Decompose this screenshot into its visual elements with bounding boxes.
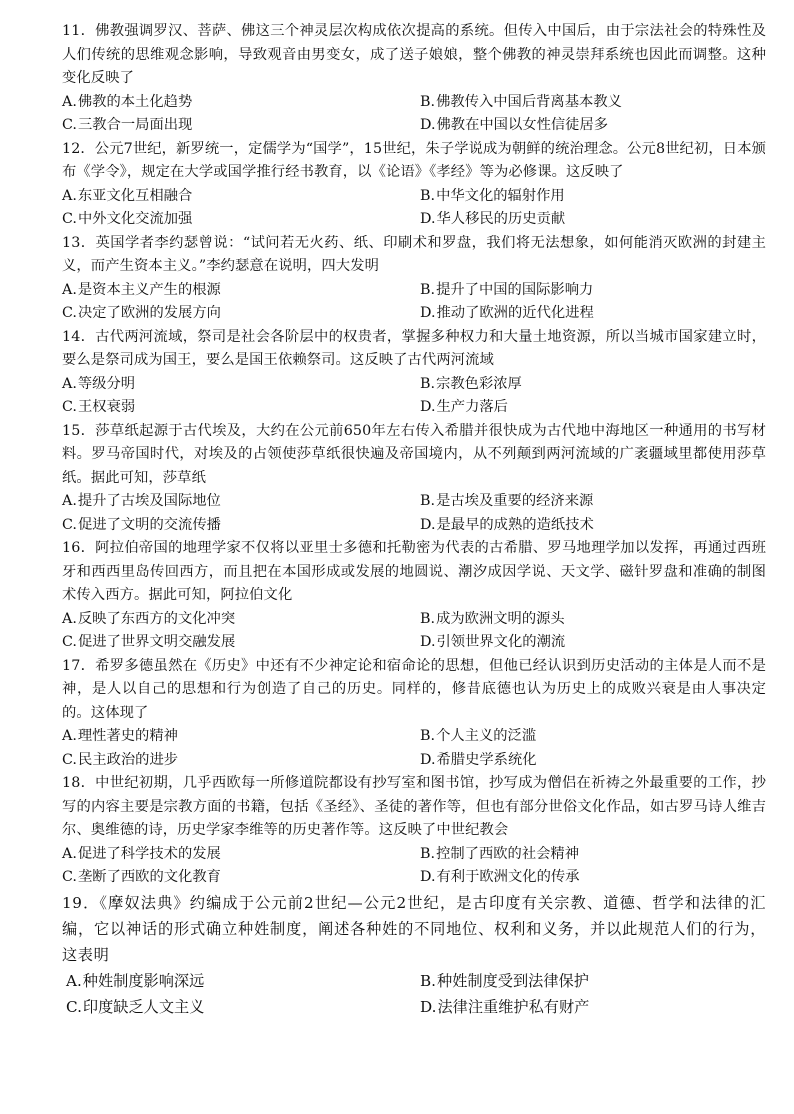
option-letter: B.	[420, 728, 436, 744]
question-block	[62, 655, 766, 773]
option-text: 反映了东西方的文化冲突	[77, 610, 236, 627]
answer-option[interactable]	[420, 843, 766, 867]
answer-option[interactable]	[62, 279, 420, 303]
option-list	[62, 968, 766, 1020]
option-letter: D.	[420, 516, 436, 533]
option-text: 垄断了西欧的文化教育	[77, 869, 221, 885]
answer-option[interactable]	[66, 968, 420, 994]
option-list	[62, 185, 766, 232]
answer-option[interactable]	[62, 725, 420, 749]
question-stem: 16．阿拉伯帝国的地理学家不仅将以亚里士多德和托勒密为代表的古希腊、罗马地理学加以发挥，再通过西班牙和西西里岛传回西方，而且把在本国形成或发展的地圆说、潮汐成因学说、天文学、磁针罗盘和准确的制图术传入西方。据此可知，阿拉伯文化	[62, 540, 766, 603]
answer-option[interactable]	[62, 866, 420, 890]
exam-document	[62, 20, 766, 1020]
question-stem: 18．中世纪初期，几乎西欧每一所修道院都设有抄写室和图书馆，抄写成为僧侣在祈祷之外最重要的工作，抄写的内容主要是宗教方面的书籍，包括《圣经》、圣徒的著作等，但也有部分世俗文化作品，如古罗马诗人维吉尔、奥维德的诗，历史学家李维等的历史著作等。这反映了中世纪教会	[62, 775, 766, 838]
option-text: 佛教传入中国后背离基本教义	[436, 93, 622, 110]
option-letter: A.	[62, 281, 77, 298]
option-letter: D.	[420, 634, 436, 650]
option-letter: B.	[420, 187, 436, 204]
option-letter: C.	[62, 751, 77, 768]
option-text: 引领世界文化的潮流	[436, 634, 566, 650]
answer-option[interactable]	[62, 843, 420, 867]
question-block	[62, 772, 766, 890]
question-block	[62, 890, 766, 1020]
option-letter: B.	[420, 971, 436, 990]
option-text: 控制了西欧的社会精神	[436, 845, 580, 862]
option-text: 是资本主义产生的根源	[77, 281, 221, 298]
option-letter: A.	[62, 93, 77, 110]
answer-option[interactable]	[420, 968, 766, 994]
question-block	[62, 420, 766, 538]
answer-option[interactable]	[420, 185, 766, 209]
option-list	[62, 843, 766, 890]
option-list	[62, 279, 766, 326]
option-letter: D.	[420, 997, 437, 1016]
option-letter: C.	[62, 305, 77, 321]
option-letter: B.	[420, 845, 436, 862]
answer-option[interactable]	[62, 208, 420, 232]
option-letter: D.	[420, 211, 436, 227]
option-text: 推动了欧洲的近代化进程	[436, 305, 594, 321]
option-letter: A.	[62, 375, 77, 392]
answer-option[interactable]	[420, 631, 766, 655]
option-text: 中外文化交流加强	[77, 211, 193, 227]
option-letter: A.	[66, 971, 82, 990]
question-block	[62, 138, 766, 232]
option-text: 中华文化的辐射作用	[436, 187, 565, 204]
option-letter: A.	[62, 187, 77, 204]
option-list	[62, 490, 766, 537]
option-text: 种姓制度影响深远	[82, 971, 205, 990]
option-text: 促进了文明的交流传播	[77, 516, 221, 533]
option-text: 个人主义的泛滥	[436, 728, 537, 744]
option-text: 促进了科学技术的发展	[77, 845, 221, 862]
question-block	[62, 326, 766, 420]
answer-option[interactable]	[62, 490, 420, 514]
option-letter: C.	[62, 516, 77, 533]
option-letter: C.	[62, 399, 77, 415]
answer-option[interactable]	[62, 514, 420, 538]
option-text: 是古埃及重要的经济来源	[436, 493, 594, 509]
option-text: 宗教色彩浓厚	[436, 375, 522, 392]
option-text: 民主政治的进步	[77, 751, 179, 768]
option-text: 王权衰弱	[77, 399, 136, 415]
option-text: 决定了欧洲的发展方向	[77, 305, 221, 321]
question-block	[62, 232, 766, 326]
option-letter: D.	[420, 117, 436, 133]
option-text: 成为欧洲文明的源头	[436, 610, 565, 627]
option-letter: C.	[66, 997, 82, 1016]
option-letter: A.	[62, 845, 77, 862]
answer-option[interactable]	[420, 514, 766, 538]
option-text: 佛教在中国以女性信徒居多	[436, 117, 609, 133]
option-letter: A.	[62, 728, 77, 744]
question-stem: 11．佛教强调罗汉、菩萨、佛这三个神灵层次构成依次提高的系统。但传入中国后，由于宗法社会的特殊性及人们传统的思维观念影响，导致观音由男变女，成了送子娘娘，整个佛教的神灵崇拜系统也因此而调整。这种变化反映了	[62, 23, 766, 86]
answer-option[interactable]	[62, 631, 420, 655]
question-block	[62, 20, 766, 138]
option-text: 有利于欧洲文化的传承	[436, 869, 580, 885]
option-text: 生产力落后	[436, 399, 508, 415]
option-letter: B.	[420, 281, 436, 298]
answer-option[interactable]	[62, 608, 420, 632]
question-block	[62, 537, 766, 655]
option-list	[62, 373, 766, 420]
option-text: 希腊史学系统化	[436, 751, 537, 768]
answer-option[interactable]	[420, 396, 766, 420]
option-list	[62, 725, 766, 772]
option-text: 华人移民的历史贡献	[436, 211, 566, 227]
option-text: 三教合一局面出现	[77, 117, 193, 133]
option-letter: D.	[420, 751, 436, 768]
answer-option[interactable]	[62, 185, 420, 209]
answer-option[interactable]	[62, 373, 420, 397]
option-letter: B.	[420, 493, 436, 509]
option-text: 是最早的成熟的造纸技术	[436, 516, 594, 533]
answer-option[interactable]	[420, 279, 766, 303]
option-letter: C.	[62, 117, 77, 133]
option-letter: A.	[62, 610, 77, 627]
option-letter: C.	[62, 869, 77, 885]
answer-option[interactable]	[420, 208, 766, 232]
answer-option[interactable]	[420, 114, 766, 138]
option-letter: D.	[420, 399, 436, 415]
option-list	[62, 91, 766, 138]
option-letter: D.	[420, 305, 436, 321]
question-stem: 15．莎草纸起源于古代埃及，大约在公元前650年左右传入希腊并很快成为古代地中海地区一种通用的书写材料。罗马帝国时代，对埃及的占领使莎草纸很快遍及帝国境内，从不列颠到两河流域的广袤疆域里都使用莎草纸。据此可知，莎草纸	[62, 422, 766, 486]
option-text: 提升了古埃及国际地位	[77, 493, 221, 509]
option-letter: C.	[62, 211, 77, 227]
answer-option[interactable]	[420, 749, 766, 773]
answer-option[interactable]	[62, 749, 420, 773]
option-list	[62, 608, 766, 655]
option-text: 促进了世界文明交融发展	[77, 634, 236, 650]
answer-option[interactable]	[420, 373, 766, 397]
question-stem: 13．英国学者李约瑟曾说：“试问若无火药、纸、印刷术和罗盘，我们将无法想象，如何能消灭欧洲的封建主义，而产生资本主义。”李约瑟意在说明，四大发明	[62, 234, 766, 274]
option-text: 种姓制度受到法律保护	[437, 971, 589, 990]
answer-option[interactable]	[420, 490, 766, 514]
option-letter: C.	[62, 634, 77, 650]
question-stem: 12．公元7世纪，新罗统一，定儒学为“国学”，15世纪，朱子学说成为朝鲜的统治理念。公元8世纪初，日本颁布《学令》，规定在大学或国学推行经书教育，以《论语》《孝经》等为必修课。这反映了	[62, 140, 766, 180]
answer-option[interactable]	[66, 994, 420, 1020]
answer-option[interactable]	[62, 302, 420, 326]
option-text: 理性著史的精神	[77, 728, 178, 744]
question-list	[62, 20, 766, 1020]
answer-option[interactable]	[62, 114, 420, 138]
answer-option[interactable]	[420, 994, 766, 1020]
question-stem: 19．《摩奴法典》约编成于公元前2世纪—公元2世纪，是古印度有关宗教、道德、哲学和法律的汇编，它以神话的形式确立种姓制度，阐述各种姓的不同地位、权利和义务，并以此规范人们的行为，这表明	[62, 893, 766, 964]
option-letter: B.	[420, 93, 436, 110]
option-text: 印度缺乏人文主义	[82, 997, 205, 1016]
answer-option[interactable]	[420, 608, 766, 632]
option-text: 提升了中国的国际影响力	[436, 281, 594, 298]
answer-option[interactable]	[420, 725, 766, 749]
option-text: 等级分明	[77, 375, 136, 392]
question-stem: 14．古代两河流域，祭司是社会各阶层中的权贵者，掌握多种权力和大量土地资源，所以当城市国家建立时，要么是祭司成为国王，要么是国王依赖祭司。这反映了古代两河流域	[62, 328, 766, 368]
question-stem: 17．希罗多德虽然在《历史》中还有不少神定论和宿命论的思想，但他已经认识到历史活动的主体是人而不是神，是人以自己的思想和行为创造了自己的历史。同样的，修昔底德也认为历史上的成败兴衰是由人事决定的。这体现了	[62, 657, 766, 721]
option-letter: D.	[420, 869, 436, 885]
option-text: 法律注重维护私有财产	[437, 997, 590, 1016]
option-letter: A.	[62, 493, 77, 509]
option-text: 东亚文化互相融合	[77, 187, 193, 204]
answer-option[interactable]	[62, 396, 420, 420]
option-letter: B.	[420, 610, 436, 627]
answer-option[interactable]	[420, 302, 766, 326]
option-letter: B.	[420, 375, 436, 392]
answer-option[interactable]	[420, 866, 766, 890]
answer-option[interactable]	[420, 91, 766, 115]
answer-option[interactable]	[62, 91, 420, 115]
option-text: 佛教的本土化趋势	[77, 93, 193, 110]
